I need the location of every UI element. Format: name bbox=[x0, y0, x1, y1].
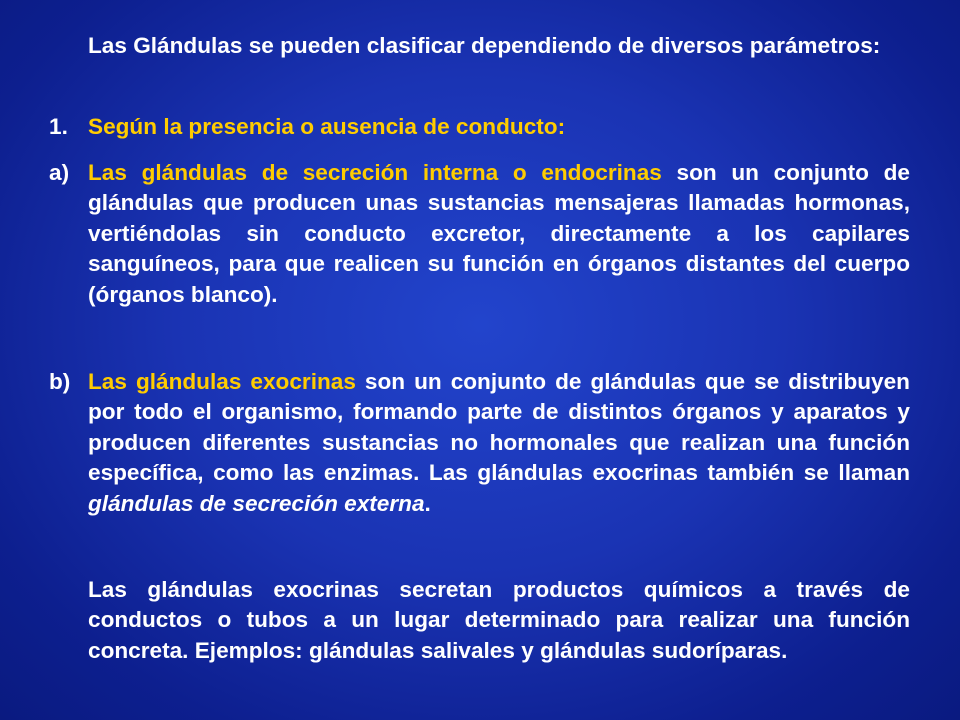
item-b-highlight: Las glándulas exocrinas bbox=[88, 369, 356, 394]
item-b-end: . bbox=[424, 490, 431, 516]
item-b-paragraph bbox=[88, 367, 910, 519]
item-1-heading: Según la presencia o ausencia de conducto: bbox=[88, 114, 566, 139]
closing-paragraph: Las glándulas exocrinas secretan productos químicos a través de conductos o tubos a un lugar determinado para realizar una función concreta. Ejemplos: glándulas salivales y glándulas sudoríparas. bbox=[88, 577, 910, 663]
item-b-italic: glándulas de secreción externa bbox=[88, 490, 425, 516]
item-a-paragraph bbox=[88, 158, 910, 310]
item-1-marker: 1. bbox=[49, 114, 68, 139]
item-a-text: son un conjunto de glándulas que producen unas sustancias mensajeras llamadas hormonas, vertiéndolas sin conducto excretor, directamente a los capilares sanguíneos, para que realicen su función en órganos distantes del cuerpo (órganos blanco). bbox=[88, 160, 910, 307]
item-a-marker: a) bbox=[49, 160, 70, 185]
intro-paragraph: Las Glándulas se pueden clasificar dependiendo de diversos parámetros: bbox=[88, 33, 881, 58]
item-b-text: son un conjunto de glándulas que se distribuyen por todo el organismo, formando parte de distintos órganos y aparatos y producen diferentes sustancias no hormonales que realizan una función específica, como las enzimas. Las glándulas exocrinas también se llaman bbox=[88, 369, 910, 486]
item-b-marker: b) bbox=[49, 369, 71, 394]
item-a-highlight: Las glándulas de secreción interna o endocrinas bbox=[88, 160, 662, 185]
